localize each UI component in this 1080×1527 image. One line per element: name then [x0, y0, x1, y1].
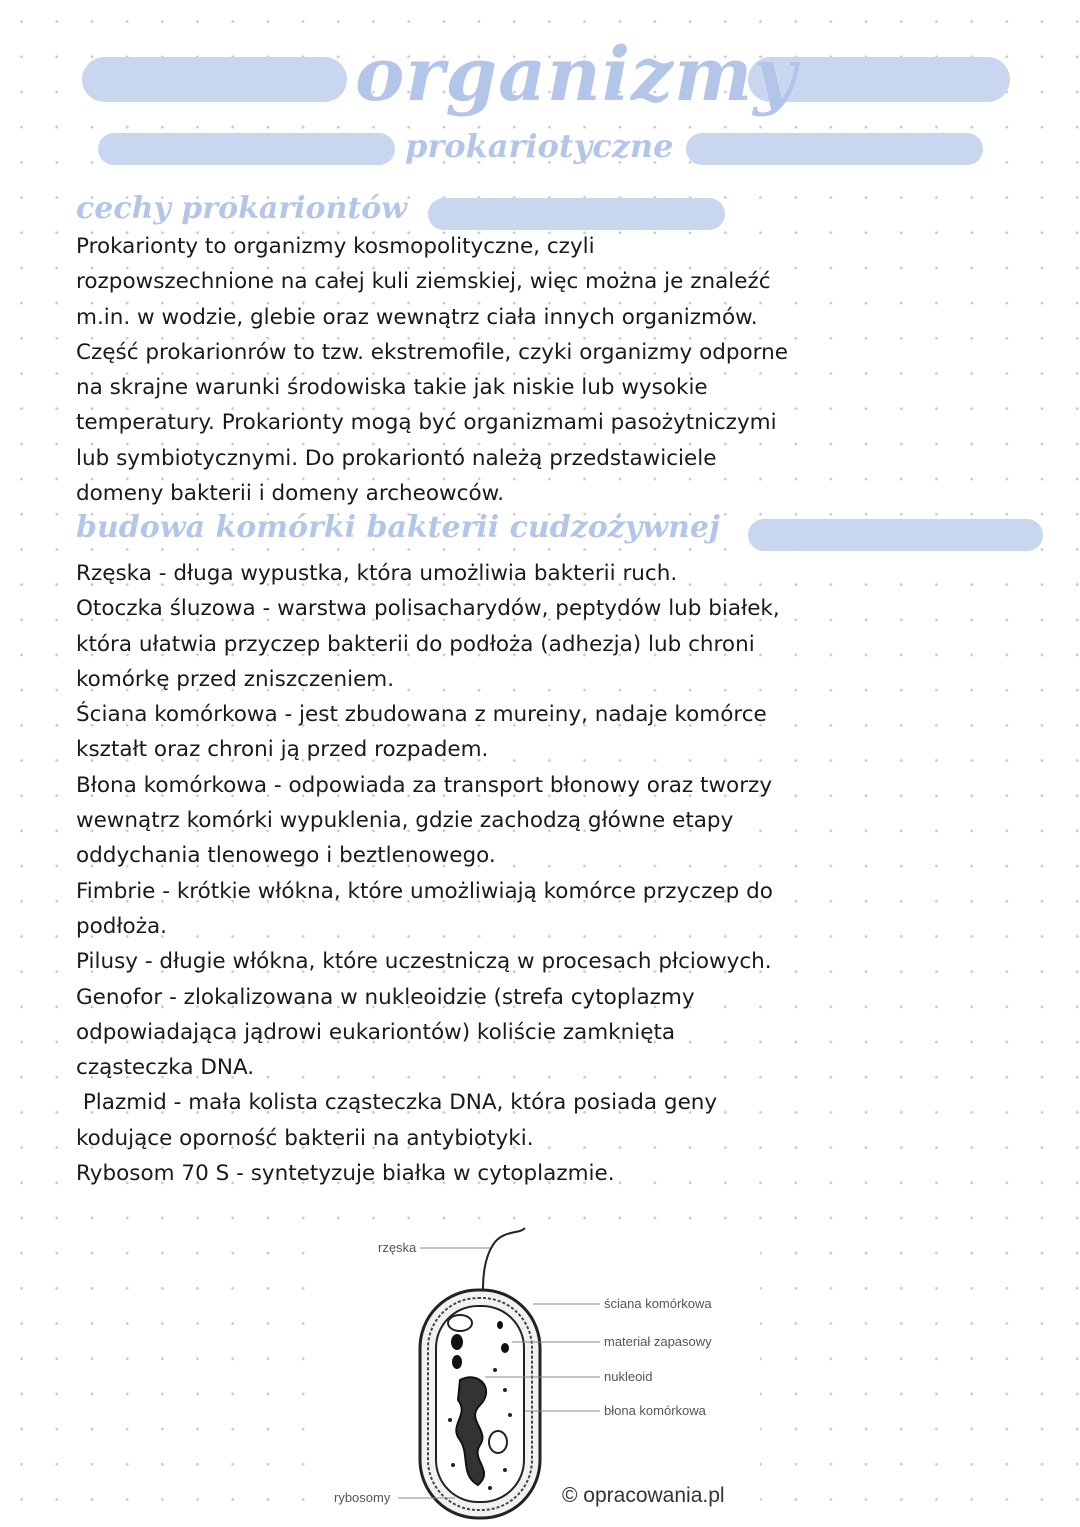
storage-granule	[452, 1355, 462, 1369]
label-ribosomes: rybosomy	[334, 1490, 391, 1505]
text-line: Fimbrie - krótkie włókna, które umożliwiają komórce przyczep do	[76, 878, 773, 904]
text-line: wewnątrz komórki wypuklenia, gdzie zachodzą główne etapy	[76, 808, 734, 834]
text-line: odpowiadająca jądrowi eukariontów) koliście zamknięta	[76, 1019, 676, 1045]
text-line: Plazmid - mała kolista cząsteczka DNA, która posiada geny	[76, 1090, 718, 1116]
text-line: która ułatwia przyczep bakterii do podłoża (adhezja) lub chroni	[76, 631, 755, 657]
ribosome-dot	[488, 1486, 492, 1490]
section-heading-structure: budowa komórki bakterii cudzożywnej	[76, 510, 720, 545]
section-heading-traits: cechy prokariontów	[76, 191, 408, 226]
text-line: Rzęska - długa wypustka, która umożliwia bakterii ruch.	[76, 561, 678, 586]
section-body-structure	[76, 556, 876, 1191]
text-line: lub symbiotycznymi. Do prokariontó należą przedstawiciele	[76, 445, 717, 471]
text-line: Rybosom 70 S - syntetyzuje białka w cytoplazmie.	[76, 1161, 615, 1187]
bacterium-diagram	[320, 1220, 760, 1520]
text-line: Błona komórkowa - odpowiada za transport błonowy oraz tworzy	[76, 772, 773, 798]
ribosome-dot	[451, 1463, 455, 1467]
text-line: oddychania tlenowego i beztlenowego.	[76, 843, 496, 869]
section-2-pill	[748, 519, 1043, 551]
text-line: kodujące oporność bakterii na antybiotyki.	[76, 1125, 534, 1151]
text-line: rozpowszechnione na całej kuli ziemskiej, więc można je znaleźć	[76, 269, 771, 295]
ribosome-dot	[503, 1388, 507, 1392]
label-cell-wall: ściana komórkowa	[604, 1296, 712, 1311]
text-line: Ściana komórkowa - jest zbudowana z mureiny, nadaje komórce	[76, 702, 767, 728]
label-flagellum: rzęska	[378, 1240, 417, 1255]
header-pill-left	[82, 57, 347, 102]
text-line: Otoczka śluzowa - warstwa polisacharydów, peptydów lub białek,	[76, 596, 780, 622]
section-body-traits	[76, 229, 876, 511]
storage-granule	[451, 1334, 463, 1350]
text-line: m.in. w wodzie, glebie oraz wewnątrz ciała innych organizmów.	[76, 304, 758, 330]
label-storage: materiał zapasowy	[604, 1334, 712, 1349]
text-line: komórkę przed zniszczeniem.	[76, 666, 395, 692]
text-line: Genofor - zlokalizowana w nukleoidzie (strefa cytoplazmy	[76, 984, 695, 1010]
subheader-pill-left	[98, 133, 395, 165]
label-membrane: błona komórkowa	[604, 1403, 706, 1418]
page-title: organizmy	[355, 32, 798, 118]
text-line: temperatury. Prokarionty mogą być organizmami pasożytniczymi	[76, 410, 777, 436]
ribosome-dot	[503, 1468, 507, 1472]
text-line: Pilusy - długie włókna, które uczestniczą w procesach płciowych.	[76, 949, 772, 975]
text-line: na skrajne warunki środowiska takie jak niskie lub wysokie	[76, 375, 708, 401]
text-line: kształt oraz chroni ją przed rozpadem.	[76, 737, 489, 763]
ribosome-dot	[493, 1368, 497, 1372]
text-line: Część prokarionrów to tzw. ekstremofile, czyki organizmy odporne	[76, 339, 788, 365]
page-subtitle: prokariotyczne	[405, 127, 674, 165]
storage-granule	[497, 1321, 503, 1329]
copyright-text: © opracowania.pl	[562, 1484, 725, 1507]
text-line: podłoża.	[76, 913, 168, 939]
ribosome-dot	[448, 1418, 452, 1422]
subheader-pill-right	[686, 133, 983, 165]
text-line: cząsteczka DNA.	[76, 1055, 255, 1081]
text-line: domeny bakterii i domeny archeowców.	[76, 481, 505, 507]
text-line: Prokarionty to organizmy kosmopolityczne, czyli	[76, 234, 595, 259]
label-nucleoid: nukleoid	[604, 1369, 653, 1384]
section-1-pill	[428, 198, 725, 230]
ribosome-dot	[508, 1413, 512, 1417]
storage-granule	[501, 1343, 509, 1353]
